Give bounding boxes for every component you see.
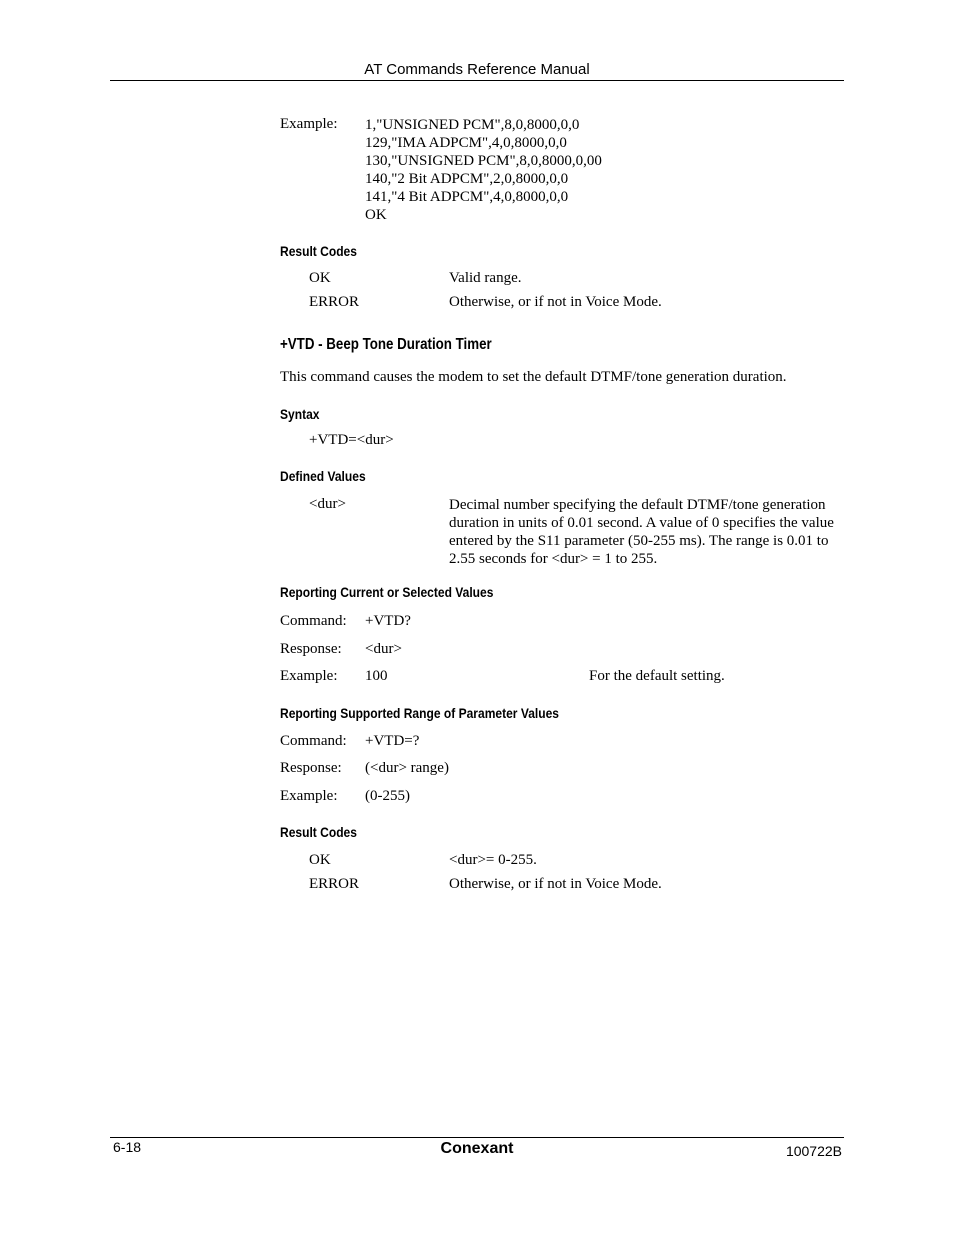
result-code-desc: Otherwise, or if not in Voice Mode. [449, 876, 662, 892]
defined-values-heading: Defined Values [280, 468, 366, 484]
defined-value-param: <dur> [309, 496, 346, 512]
example-label: Example: [280, 788, 338, 804]
example-line: 140,"2 Bit ADPCM",2,0,8000,0,0 [365, 171, 569, 187]
section-intro: This command causes the modem to set the default DTMF/tone generation duration. [280, 369, 787, 385]
example-lines [365, 116, 602, 224]
result-codes-heading: Result Codes [280, 824, 357, 840]
document-id: 100722B [785, 1143, 842, 1159]
response-label: Response: [280, 641, 342, 657]
result-code: ERROR [309, 294, 360, 310]
command-value: +VTD=? [365, 733, 420, 749]
result-code-desc: Otherwise, or if not in Voice Mode. [449, 294, 662, 310]
example-line: 141,"4 Bit ADPCM",4,0,8000,0,0 [365, 189, 569, 205]
section-title: +VTD - Beep Tone Duration Timer [280, 336, 492, 353]
result-code-desc: Valid range. [449, 270, 522, 286]
example-line: OK [365, 207, 387, 223]
defined-value-desc: Decimal number specifying the default DTMF/tone generation duration in units of 0.01 second. A value of 0 specifies the value entered by the S11 parameter (50-255 ms). The range is 0.01 to 2.55 seconds for <dur> = 1 to 255. [449, 497, 834, 567]
response-value: (<dur> range) [365, 760, 449, 776]
response-label: Response: [280, 760, 342, 776]
example-note: For the default setting. [589, 668, 725, 684]
command-label: Command: [280, 733, 347, 749]
reporting-range-heading: Reporting Supported Range of Parameter Values [280, 705, 559, 721]
example-line: 130,"UNSIGNED PCM",8,0,8000,0,00 [365, 153, 602, 169]
example-line: 129,"IMA ADPCM",4,0,8000,0,0 [365, 135, 567, 151]
page-header-title: AT Commands Reference Manual [364, 61, 590, 78]
example-label: Example: [280, 668, 338, 684]
command-value: +VTD? [365, 613, 411, 629]
result-code: OK [309, 270, 331, 286]
page-number: 6-18 [113, 1139, 142, 1155]
example-label: Example: [280, 116, 338, 132]
footer-rule [110, 1137, 844, 1138]
example-value: (0-255) [365, 788, 410, 804]
header-rule [110, 80, 844, 81]
response-value: <dur> [365, 641, 402, 657]
example-value: 100 [365, 668, 388, 684]
reporting-current-heading: Reporting Current or Selected Values [280, 584, 494, 600]
result-code-desc: <dur>= 0-255. [449, 852, 537, 868]
example-line: 1,"UNSIGNED PCM",8,0,8000,0,0 [365, 117, 580, 133]
syntax-heading: Syntax [280, 406, 320, 422]
syntax-text: +VTD=<dur> [309, 432, 394, 448]
result-codes-heading: Result Codes [280, 243, 357, 259]
result-code: OK [309, 852, 331, 868]
command-label: Command: [280, 613, 347, 629]
company-name: Conexant [440, 1140, 514, 1157]
result-code: ERROR [309, 876, 360, 892]
